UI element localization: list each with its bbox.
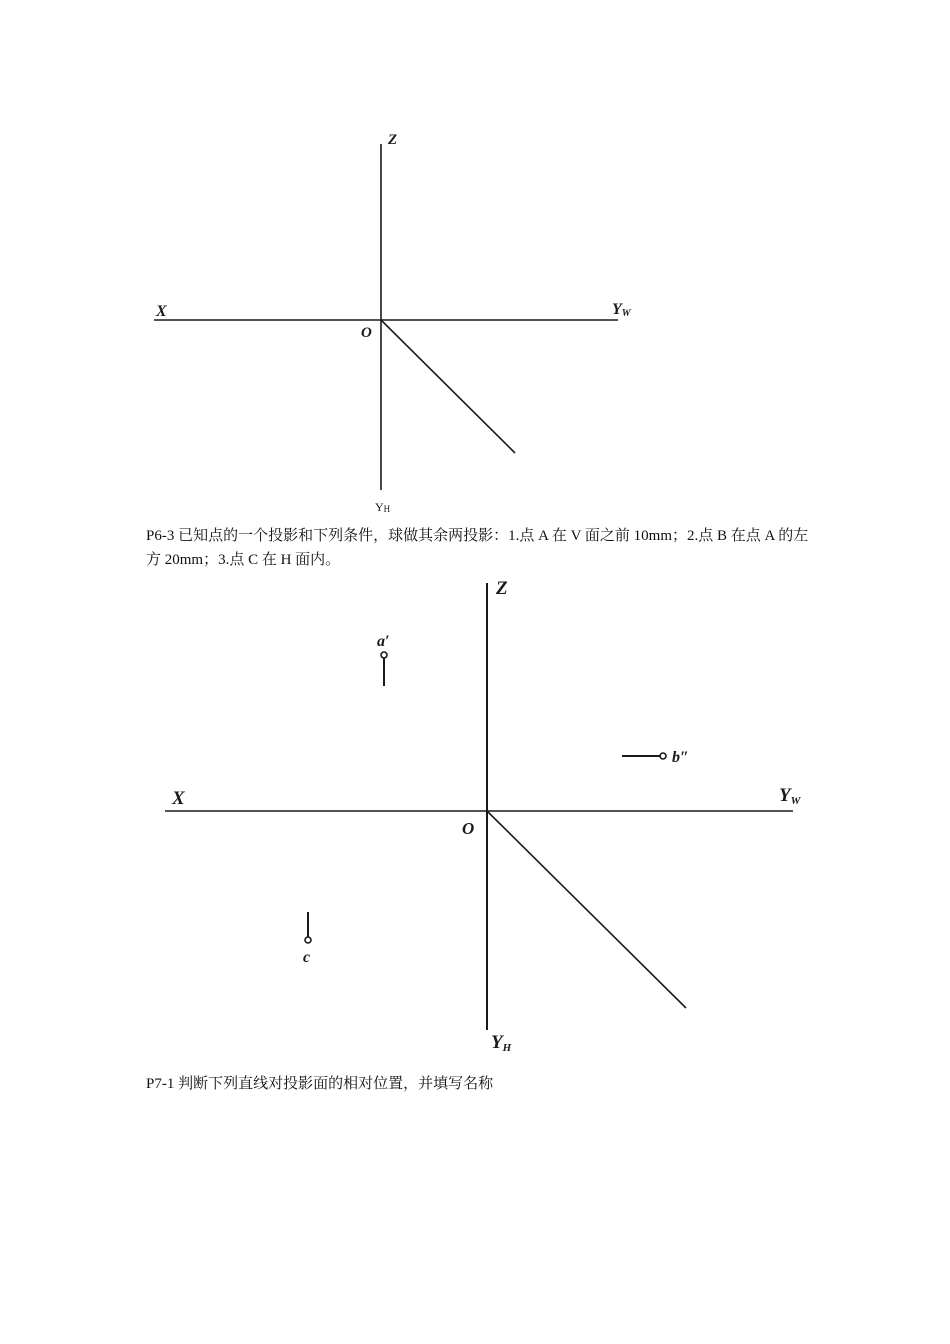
point-a-prime [381,652,387,658]
point-b-double-prime-label: b″ [672,749,689,766]
origin-label-2: O [462,819,475,838]
z-axis-label-2: Z [496,578,508,599]
auxiliary-45-line-2 [487,811,686,1008]
x-axis-label: X [156,303,167,320]
yw-axis-label: YW [612,301,631,319]
yh-axis-label-2: YH [491,1032,512,1054]
point-a-prime-label: a′ [377,633,390,650]
yw-axis-label-2: YW [779,785,801,807]
caption-p6-3: P6-3 已知点的一个投影和下列条件，球做其余两投影：1.点 A 在 V 面之前 10mm；2.点 B 在点 A 的左方 20mm；3.点 C 在 H 面内。 [146,528,809,568]
origin-label: O [361,325,372,341]
yh-axis-label: YH [375,500,391,514]
caption-p7-1: P7-1 判断下列直线对投影面的相对位置，并填写名称 [146,1076,494,1092]
point-b-double-prime [660,753,666,759]
point-c [305,937,311,943]
x-axis-label-2: X [172,788,185,809]
point-c-label: c [303,949,311,966]
z-axis-label: Z [388,132,398,148]
